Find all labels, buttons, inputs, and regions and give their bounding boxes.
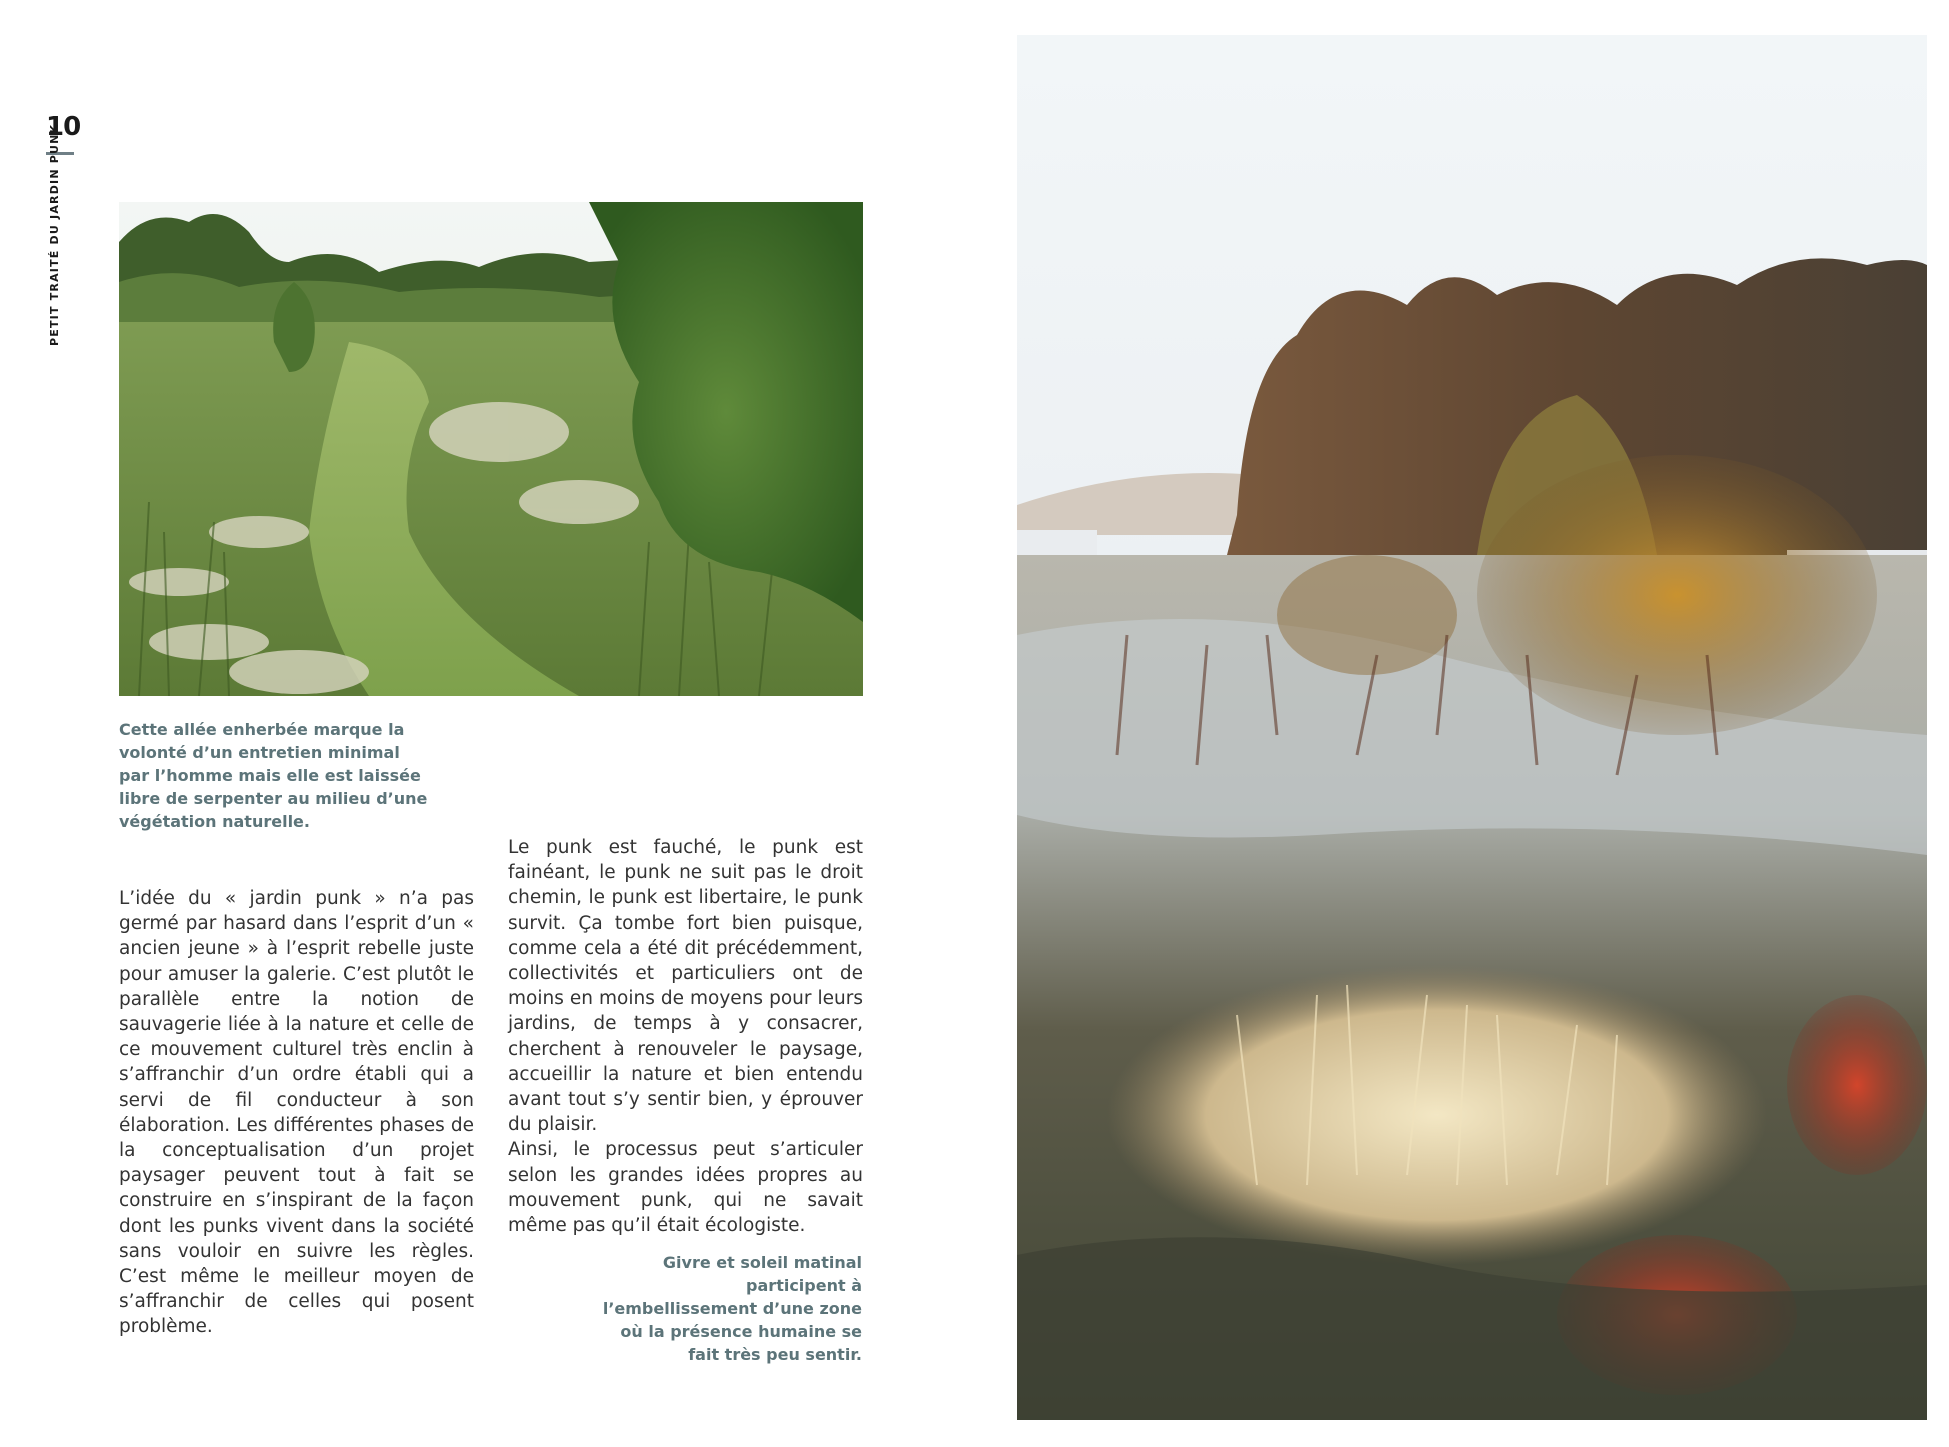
page-number: 10 xyxy=(46,112,81,142)
body-column-2-paragraph-1: Le punk est fauché, le punk est fainéant, le punk ne suit pas le droit chemin, le punk est libertaire, le punk survit. Ça tombe fort bien puisque, comme cela a été dit précédemment, collectivités et particuliers ont de moins en moins de moyens pour leurs jardins, de temps à y consacrer, cherchent à renouveler le paysage, accueillir la nature et bien entendu avant tout s’y sentir bien, y éprouver du plaisir. xyxy=(508,837,863,1136)
body-column-1: L’idée du « jardin punk » n’a pas germé par hasard dans l’esprit d’un « ancien jeune » à l’esprit rebelle juste pour amuser la galerie. C’est plutôt le parallèle entre la notion de sauvagerie liée à la nature et celle de ce mouvement culturel très enclin à s’affranchir d’un ordre établi qui a servi de fil conducteur à son élaboration. Les différentes phases de la conceptualisation d’un projet paysager peuvent tout à fait se construire en s’inspirant de la façon dont les punks vivent dans la société sans vouloir en suivre les règles. C’est même le meilleur moyen de s’affranchir de celles qui posent problème. xyxy=(119,888,474,1338)
body-column-2-paragraph-2: Ainsi, le processus peut s’articuler selon les grandes idées propres au mouvement punk, qui ne savait même pas qu’il était écologiste. xyxy=(508,1139,863,1237)
top-photo-caption: Cette allée enherbée marque la volonté d’un entretien minimal par l’homme mais elle est laissée libre de serpenter au milieu d’une végétation naturelle. xyxy=(119,720,428,831)
body-column-2 xyxy=(508,835,863,1238)
meadow-path-image xyxy=(119,202,863,696)
right-photo-caption: Givre et soleil matinal participent à l’embellissement d’une zone où la présence humaine se fait très peu sentir. xyxy=(602,1253,862,1364)
running-title: PETIT TRAITÉ DU JARDIN PUNK xyxy=(48,123,61,346)
frosty-meadow-image xyxy=(1017,35,1927,1420)
frosty-meadow-photo xyxy=(1017,35,1927,1420)
meadow-path-photo xyxy=(119,202,863,696)
